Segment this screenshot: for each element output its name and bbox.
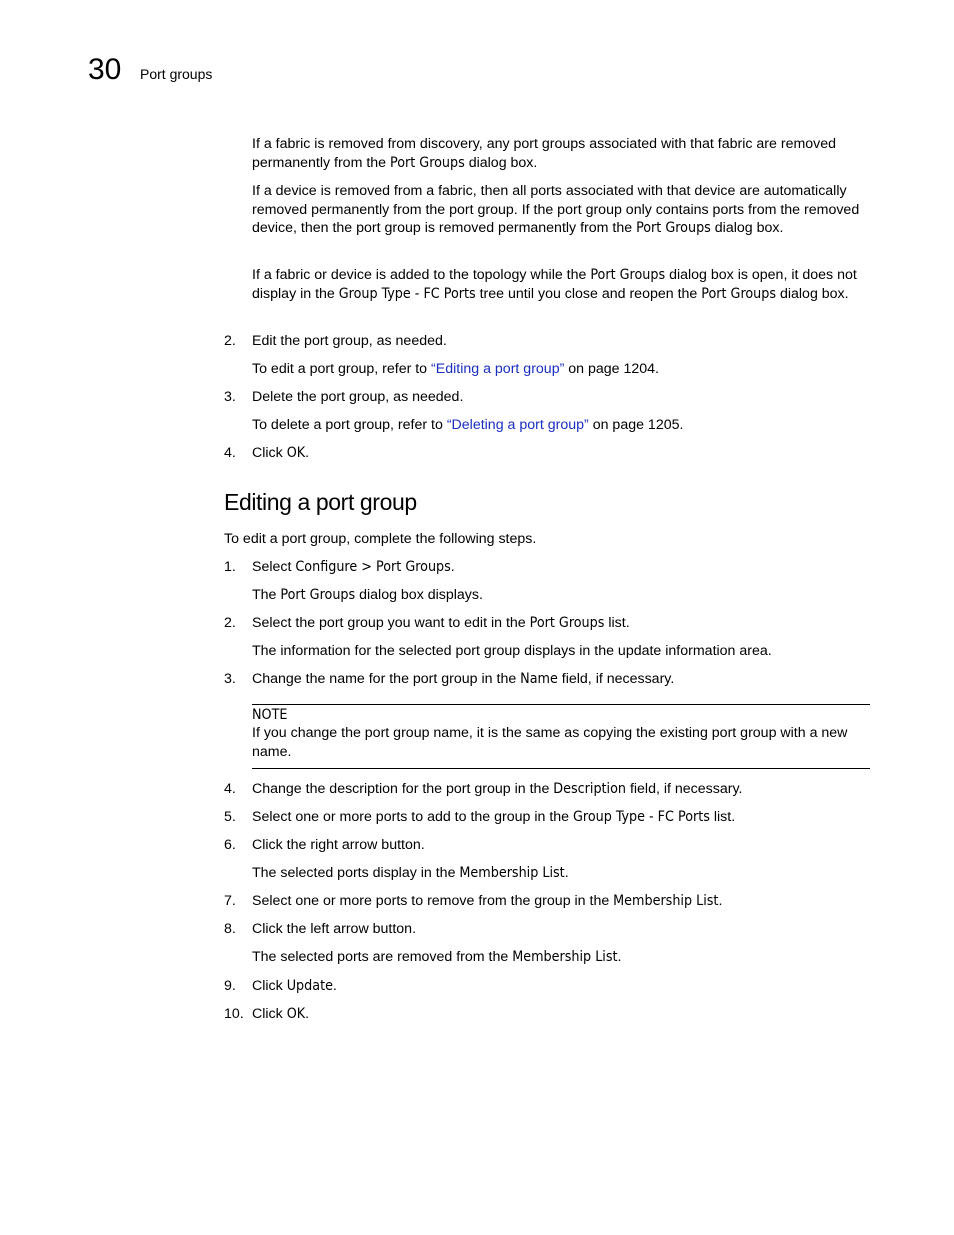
- step-text: Click OK.: [252, 1006, 310, 1022]
- step-subtext: The Port Groups dialog box displays.: [252, 587, 483, 603]
- step-text: Edit the port group, as needed.: [252, 333, 447, 349]
- step-subtext: To edit a port group, refer to “Editing a port group” on page 1204.: [252, 361, 659, 377]
- step-text: Click the right arrow button.: [252, 837, 425, 853]
- step-number: 6.: [224, 837, 236, 853]
- step-number: 3.: [224, 671, 236, 687]
- note-label: NOTE: [252, 707, 288, 723]
- step-number: 4.: [224, 781, 236, 797]
- step-text: Click OK.: [252, 445, 310, 461]
- step-text: Select Configure > Port Groups.: [252, 559, 455, 575]
- step-text: Select the port group you want to edit in the Port Groups list.: [252, 615, 630, 631]
- step-text: Delete the port group, as needed.: [252, 389, 464, 405]
- step-number: 7.: [224, 893, 236, 909]
- step-number: 1.: [224, 559, 236, 575]
- step-number: 5.: [224, 809, 236, 825]
- chapter-number: 30: [88, 53, 122, 86]
- step-text: Select one or more ports to remove from the group in the Membership List.: [252, 893, 723, 909]
- step-subtext: To delete a port group, refer to “Deleting a port group” on page 1205.: [252, 417, 684, 433]
- note-bottom-rule: [252, 768, 870, 769]
- step-number: 10.: [224, 1006, 244, 1022]
- section-heading: Editing a port group: [224, 489, 417, 515]
- step-text: Click Update.: [252, 978, 337, 994]
- step-number: 2.: [224, 615, 236, 631]
- note-text: If you change the port group name, it is the same as copying the existing port group with a new name.: [252, 725, 848, 760]
- step-number: 8.: [224, 921, 236, 937]
- section-intro: To edit a port group, complete the following steps.: [224, 531, 537, 547]
- step-text: Select one or more ports to add to the group in the Group Type - FC Ports list.: [252, 809, 736, 825]
- step-text: Change the name for the port group in the Name field, if necessary.: [252, 671, 675, 687]
- chapter-title: Port groups: [140, 66, 213, 82]
- step-subtext: The selected ports are removed from the Membership List.: [252, 949, 622, 965]
- intro-paragraph-2: If a device is removed from a fabric, then all ports associated with that device are automatically removed permanently from the port group. If the port group only contains ports from the removed device, then the port group is removed permanently from the Port Groups dialog box.: [252, 183, 860, 237]
- step-number: 9.: [224, 978, 236, 994]
- step-number: 3.: [224, 389, 236, 405]
- note-top-rule: [252, 704, 870, 705]
- editing-port-group-link[interactable]: “Editing a port group”: [431, 361, 565, 377]
- step-number: 4.: [224, 445, 236, 461]
- step-subtext: The selected ports display in the Membership List.: [252, 865, 569, 881]
- step-number: 2.: [224, 333, 236, 349]
- intro-paragraph-3: If a fabric or device is added to the topology while the Port Groups dialog box is open, it does not display in the Group Type - FC Ports tree until you close and reopen the Port Groups dialog box.: [252, 267, 857, 302]
- step-text: Click the left arrow button.: [252, 921, 417, 937]
- deleting-port-group-link[interactable]: “Deleting a port group”: [446, 417, 589, 433]
- intro-paragraph-1: If a fabric is removed from discovery, any port groups associated with that fabric are removed permanently from the Port Groups dialog box.: [252, 136, 837, 171]
- step-subtext: The information for the selected port group displays in the update information area.: [252, 643, 772, 659]
- step-text: Change the description for the port group in the Description field, if necessary.: [252, 781, 743, 797]
